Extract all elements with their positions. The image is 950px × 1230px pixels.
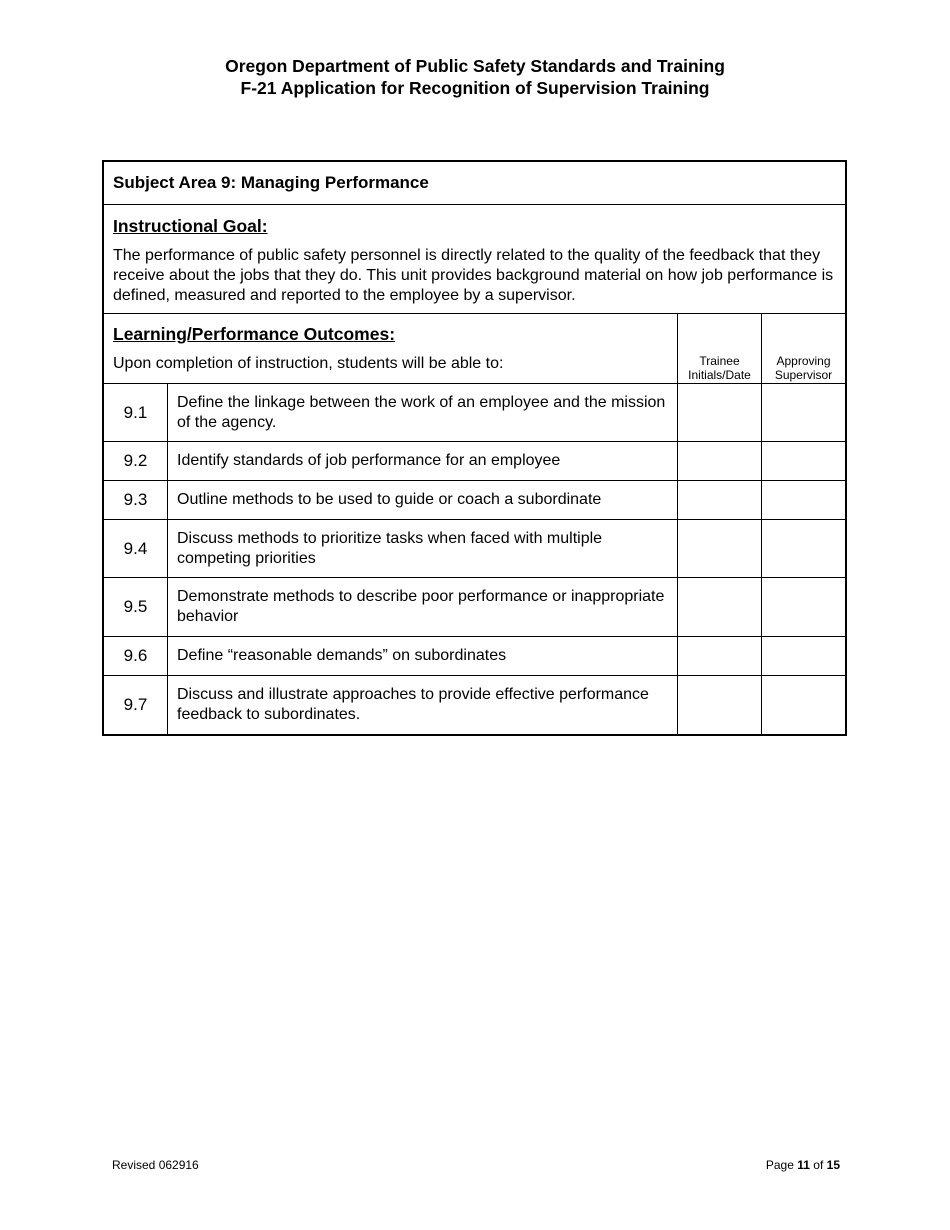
outcome-number: 9.6	[104, 637, 168, 675]
column-header-trainee: Trainee Initials/Date	[678, 314, 762, 383]
trainee-initials-cell[interactable]	[678, 520, 762, 577]
outcome-text: Outline methods to be used to guide or coach a subordinate	[168, 481, 678, 519]
outcome-text: Discuss methods to prioritize tasks when faced with multiple competing priorities	[168, 520, 678, 577]
form-title: F-21 Application for Recognition of Supervision Training	[240, 78, 710, 98]
outcome-number: 9.1	[104, 384, 168, 441]
outcomes-subtitle: Upon completion of instruction, students will be able to:	[113, 355, 504, 372]
supervisor-approval-cell[interactable]	[762, 520, 845, 577]
outcome-row	[104, 520, 845, 578]
trainee-initials-cell[interactable]	[678, 442, 762, 480]
page-of: of	[813, 1158, 824, 1172]
supervisor-approval-cell[interactable]	[762, 578, 845, 636]
page-prefix: Page	[765, 1158, 794, 1172]
trainee-initials-cell[interactable]	[678, 384, 762, 441]
instructional-goal-text: The performance of public safety personnel is directly related to the quality of the feedback that they receive about the jobs that they do. This unit provides background material on how job performance is defined, measured and reported to the employee by a supervisor.	[113, 247, 834, 304]
supervisor-approval-cell[interactable]	[762, 384, 845, 441]
trainee-initials-cell[interactable]	[678, 481, 762, 519]
document-header	[0, 55, 950, 99]
outcome-text: Define “reasonable demands” on subordinates	[168, 637, 678, 675]
trainee-initials-cell[interactable]	[678, 637, 762, 675]
page-indicator	[766, 1158, 840, 1172]
instructional-goal-section	[104, 205, 845, 314]
outcomes-header	[104, 314, 845, 384]
page-current: 11	[797, 1158, 810, 1172]
outcomes-title: Learning/Performance Outcomes:	[113, 324, 396, 344]
outcomes-header-left	[104, 314, 678, 383]
outcome-row	[104, 676, 845, 734]
outcome-number: 9.4	[104, 520, 168, 577]
subject-area-title: Subject Area 9: Managing Performance	[104, 162, 845, 205]
outcome-text: Demonstrate methods to describe poor performance or inappropriate behavior	[168, 578, 678, 636]
outcome-text: Define the linkage between the work of an employee and the mission of the agency.	[168, 384, 678, 441]
supervisor-approval-cell[interactable]	[762, 637, 845, 675]
page-total: 15	[826, 1158, 840, 1172]
trainee-initials-cell[interactable]	[678, 676, 762, 734]
column-header-supervisor: Approving Supervisor	[774, 354, 833, 382]
supervisor-approval-cell[interactable]	[762, 676, 845, 734]
outcome-text: Discuss and illustrate approaches to provide effective performance feedback to subordinates.	[168, 676, 678, 734]
instructional-goal-title: Instructional Goal:	[113, 216, 268, 236]
trainee-initials-cell[interactable]	[678, 578, 762, 636]
outcome-text: Identify standards of job performance for an employee	[168, 442, 678, 480]
outcome-row	[104, 481, 845, 520]
outcome-row	[104, 578, 845, 637]
supervisor-approval-cell[interactable]	[762, 442, 845, 480]
supervisor-approval-cell[interactable]	[762, 481, 845, 519]
subject-area-form	[102, 160, 847, 736]
outcome-row	[104, 637, 845, 676]
outcome-number: 9.5	[104, 578, 168, 636]
outcome-number: 9.2	[104, 442, 168, 480]
outcome-number: 9.3	[104, 481, 168, 519]
outcome-row	[104, 384, 845, 442]
revision-label: Revised 062916	[112, 1158, 199, 1172]
outcome-row	[104, 442, 845, 481]
agency-title: Oregon Department of Public Safety Standards and Training	[225, 56, 725, 76]
outcome-number: 9.7	[104, 676, 168, 734]
